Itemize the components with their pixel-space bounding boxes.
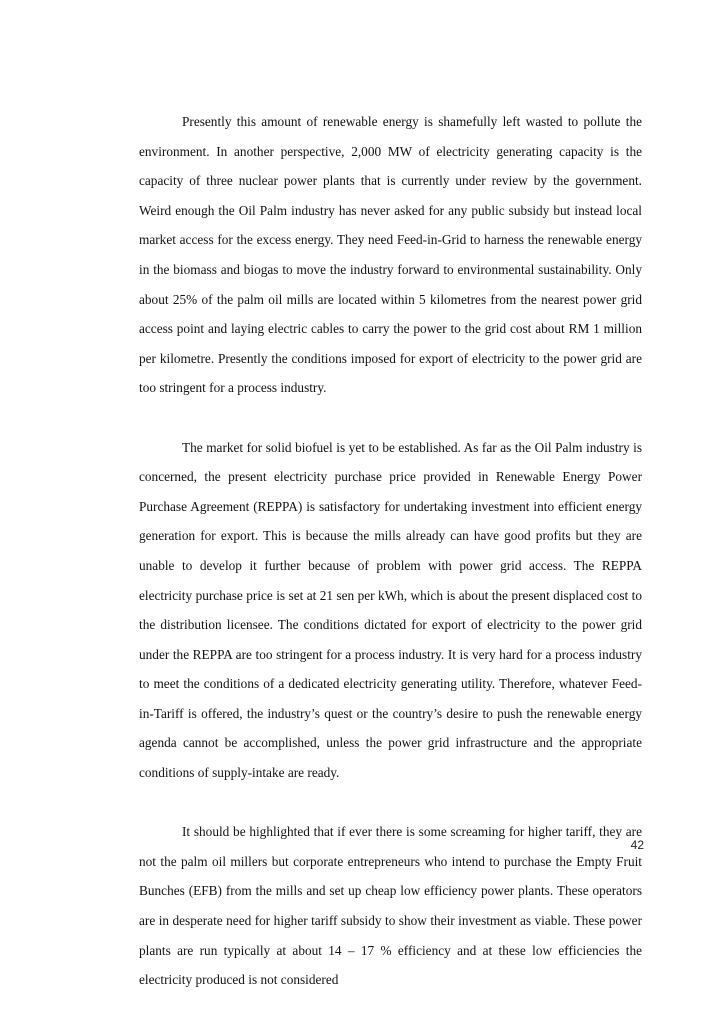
- paragraph-solid-biofuel-market: The market for solid biofuel is yet to be established. As far as the Oil Palm industry is concerned, the present electricity purchase price provided in Renewable Energy Power Purchase Agreement (REPPA) is satisfactory for undertaking investment into efficient energy generation for export. This is because the mills already can have good profits but they are unable to develop it further because of problem with power grid access. The REPPA electricity purchase price is set at 21 sen per kWh, which is about the present displaced cost to the distribution licensee. The conditions dictated for export of electricity to the power grid under the REPPA are too stringent for a process industry. It is very hard for a process industry to meet the conditions of a dedicated electricity generating utility. Therefore, whatever Feed-in-Tariff is offered, the industry’s quest or the country’s desire to push the renewable energy agenda cannot be accomplished, unless the power grid infrastructure and the appropriate conditions of supply-intake are ready.: [139, 439, 642, 781]
- body-text: [139, 107, 642, 995]
- paragraph-renewable-energy-wasted: Presently this amount of renewable energy is shamefully left wasted to pollute the environment. In another perspective, 2,000 MW of electricity generating capacity is the capacity of three nuclear power plants that is currently under review by the government. Weird enough the Oil Palm industry has never asked for any public subsidy but instead local market access for the excess energy. They need Feed-in-Grid to harness the renewable energy in the biomass and biogas to move the industry forward to environmental sustainability. Only about 25% of the palm oil mills are located within 5 kilometres from the nearest power grid access point and laying electric cables to carry the power to the grid cost about RM 1 million per kilometre. Presently the conditions imposed for export of electricity to the power grid are too stringent for a process industry.: [139, 114, 642, 396]
- page-number: 42: [630, 838, 644, 852]
- paragraph-higher-tariff: It should be highlighted that if ever there is some screaming for higher tariff, they are not the palm oil millers but corporate entrepreneurs who intend to purchase the Empty Fruit Bunches (EFB) from the mills and set up cheap low efficiency power plants. These operators are in desperate need for higher tariff subsidy to show their investment as viable. These power plants are run typically at about 14 – 17 % efficiency and at these low efficiencies the electricity produced is not considered: [139, 824, 642, 988]
